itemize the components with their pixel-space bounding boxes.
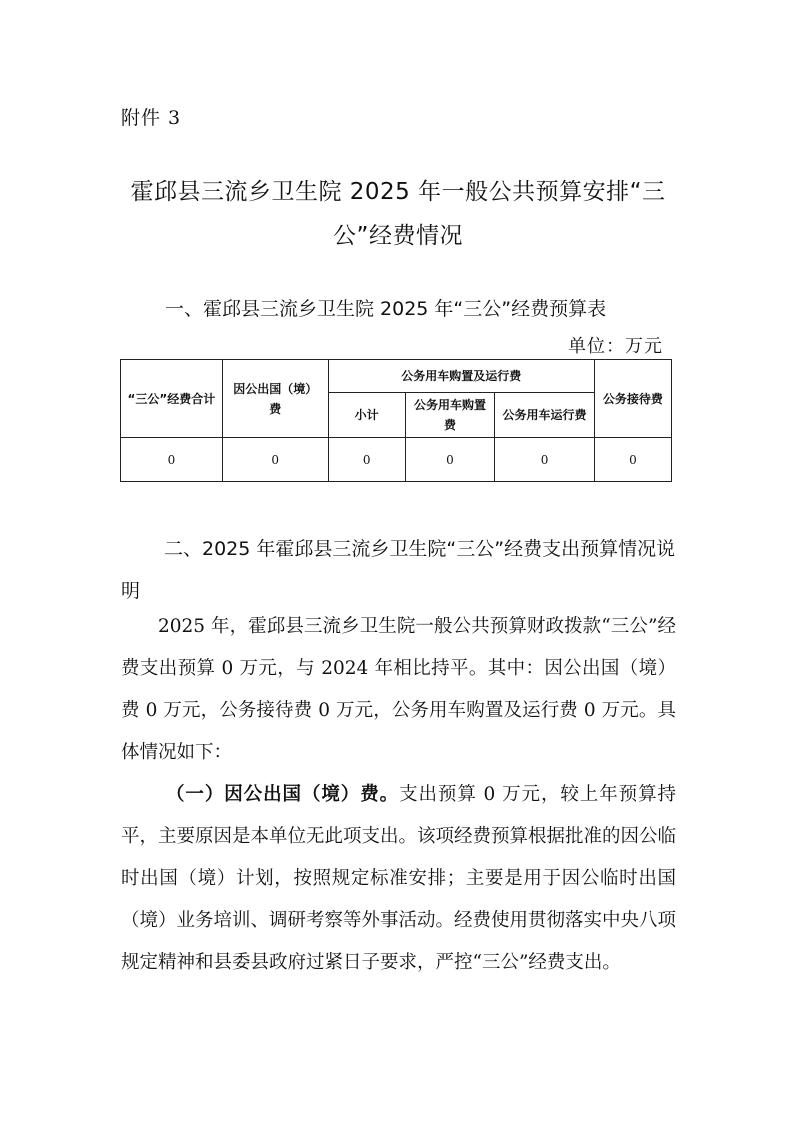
table-cell: 0 xyxy=(495,438,595,482)
table-cell: 0 xyxy=(222,438,328,482)
header-subtotal: 小计 xyxy=(328,393,405,438)
header-vehicle-purchase: 公务用车购置费 xyxy=(405,393,494,438)
abroad-expense-body: 支出预算 0 万元，较上年预算持平，主要原因是本单位无此项支出。该项经费预算根据批准的因公临时出国（境）计划，按照规定标准安排；主要是用于因公临时出国（境）业务培训、调研考察等外事活动。经费使用贯彻落实中央八项规定精神和县委县政府过紧日子要求，严控“三公”经费支出。 xyxy=(121,784,677,973)
header-total: “三公”经费合计 xyxy=(121,360,223,438)
table-cell: 0 xyxy=(405,438,494,482)
table-cell: 0 xyxy=(121,438,223,482)
table-cell: 0 xyxy=(328,438,405,482)
abroad-expense-paragraph xyxy=(121,774,676,984)
header-vehicle-operation: 公务用车运行费 xyxy=(495,393,595,438)
attachment-label: 附件 3 xyxy=(121,107,182,129)
header-abroad: 因公出国（境）费 xyxy=(222,360,328,438)
section1-heading: 一、霍邱县三流乡卫生院 2025 年“三公”经费预算表 xyxy=(165,298,607,320)
header-reception: 公务接待费 xyxy=(594,360,671,438)
table-cell: 0 xyxy=(594,438,671,482)
page-title: 霍邱县三流乡卫生院 2025 年一般公共预算安排“三公”经费情况 xyxy=(130,179,666,249)
header-vehicle-group: 公务用车购置及运行费 xyxy=(328,360,594,393)
abroad-expense-heading: （一）因公出国（境）费。 xyxy=(166,784,400,805)
budget-table xyxy=(120,359,672,482)
section2-heading: 二、2025 年霍邱县三流乡卫生院“三公”经费支出预算情况说明 xyxy=(121,538,676,602)
explanation-paragraph: 2025 年，霍邱县三流乡卫生院一般公共预算财政拨款“三公”经费支出预算 0 万元，与 2024 年相比持平。其中：因公出国（境）费 0 万元，公务接待费 0 万元，公务用车购置及运行费 0 万元。具体情况如下： xyxy=(121,616,676,763)
unit-label: 单位：万元 xyxy=(568,336,663,357)
